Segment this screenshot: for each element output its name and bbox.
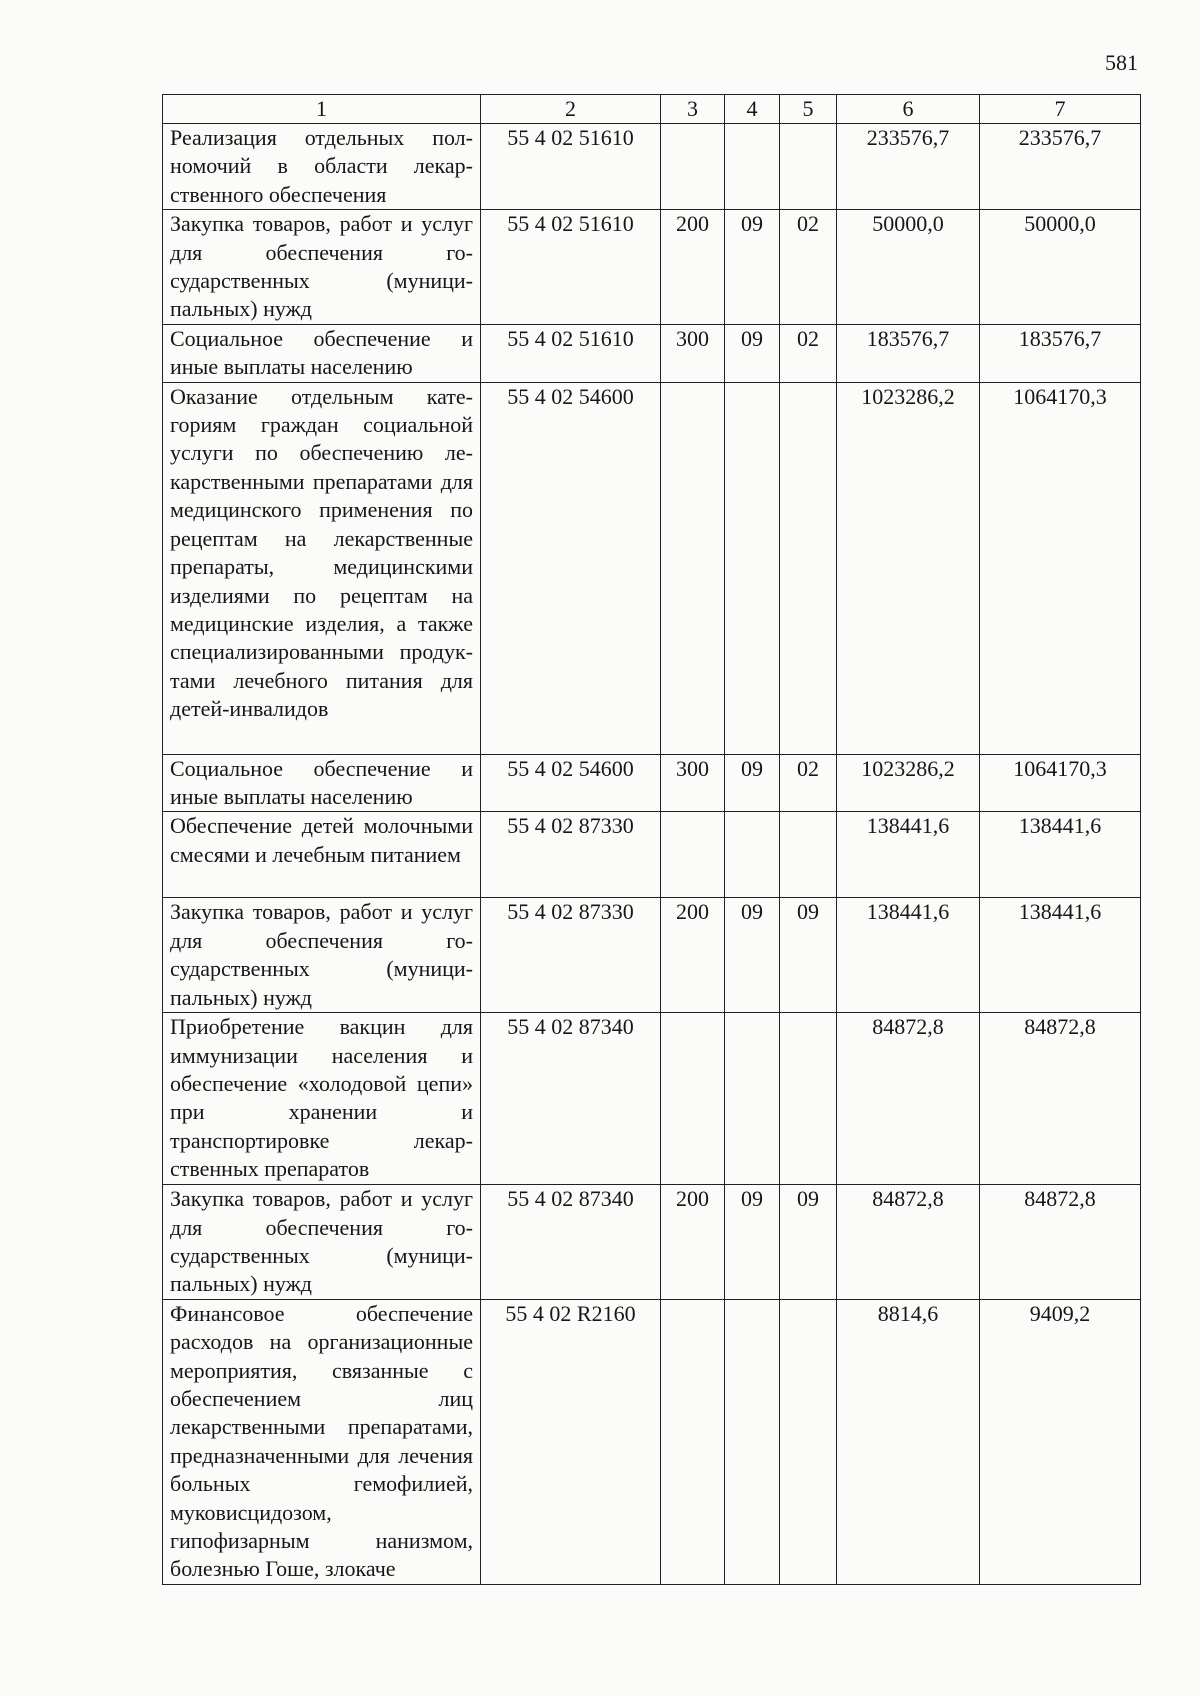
row-description: Обеспечение детей молочными смесями и лечебным питанием <box>163 812 481 898</box>
subsection-code <box>780 124 837 210</box>
section-code: 09 <box>725 1185 780 1300</box>
expense-type-code: 300 <box>661 754 725 812</box>
column-header: 7 <box>980 95 1141 124</box>
expense-type-code: 200 <box>661 898 725 1013</box>
subsection-code: 02 <box>780 754 837 812</box>
section-code <box>725 812 780 898</box>
amount-column-7: 84872,8 <box>980 1185 1141 1300</box>
subsection-code <box>780 382 837 754</box>
expense-type-code <box>661 812 725 898</box>
section-code <box>725 1013 780 1185</box>
page-number: 581 <box>1105 50 1138 75</box>
expense-type-code: 200 <box>661 210 725 325</box>
table-row <box>163 754 1141 812</box>
amount-column-7: 1064170,3 <box>980 754 1141 812</box>
subsection-code: 09 <box>780 898 837 1013</box>
amount-column-7: 138441,6 <box>980 898 1141 1013</box>
subsection-code: 02 <box>780 324 837 382</box>
section-code: 09 <box>725 210 780 325</box>
amount-column-7: 50000,0 <box>980 210 1141 325</box>
expense-type-code <box>661 382 725 754</box>
subsection-code <box>780 1299 837 1584</box>
budget-code: 55 4 02 87330 <box>481 898 661 1013</box>
expense-type-code <box>661 1013 725 1185</box>
budget-code: 55 4 02 54600 <box>481 382 661 754</box>
row-description: Социальное обеспечение и иные выплаты населению <box>163 754 481 812</box>
budget-code: 55 4 02 54600 <box>481 754 661 812</box>
table-row <box>163 1013 1141 1185</box>
section-code <box>725 1299 780 1584</box>
amount-column-6: 138441,6 <box>837 898 980 1013</box>
amount-column-6: 1023286,2 <box>837 754 980 812</box>
row-description: Социальное обеспечение и иные выплаты населению <box>163 324 481 382</box>
column-header: 3 <box>661 95 725 124</box>
expense-type-code: 200 <box>661 1185 725 1300</box>
amount-column-6: 84872,8 <box>837 1013 980 1185</box>
row-description: Реализация отдельных полномочий в области лекарственного обеспечения <box>163 124 481 210</box>
amount-column-7: 9409,2 <box>980 1299 1141 1584</box>
budget-code: 55 4 02 51610 <box>481 210 661 325</box>
amount-column-7: 138441,6 <box>980 812 1141 898</box>
amount-column-6: 84872,8 <box>837 1185 980 1300</box>
amount-column-6: 1023286,2 <box>837 382 980 754</box>
expense-type-code <box>661 1299 725 1584</box>
budget-table <box>162 94 1141 1585</box>
amount-column-7: 183576,7 <box>980 324 1141 382</box>
budget-code: 55 4 02 87330 <box>481 812 661 898</box>
table-row <box>163 898 1141 1013</box>
amount-column-6: 233576,7 <box>837 124 980 210</box>
budget-code: 55 4 02 R2160 <box>481 1299 661 1584</box>
subsection-code: 09 <box>780 1185 837 1300</box>
table-body <box>163 124 1141 1585</box>
row-description: Закупка товаров, работ и услуг для обеспечения государственных (муниципальных) нужд <box>163 898 481 1013</box>
budget-code: 55 4 02 51610 <box>481 324 661 382</box>
table-row <box>163 124 1141 210</box>
subsection-code: 02 <box>780 210 837 325</box>
row-description: Финансовое обеспечение расходов на организационные мероприятия, связанные с обеспечением лиц лекарственными препаратами, предназначенными для лечения больных гемофилией, муковисцидозом, гипофизарным нанизмом, болезнью Гоше, злокаче <box>163 1299 481 1584</box>
section-code <box>725 124 780 210</box>
amount-column-7: 233576,7 <box>980 124 1141 210</box>
subsection-code <box>780 1013 837 1185</box>
row-description: Закупка товаров, работ и услуг для обеспечения государственных (муниципальных) нужд <box>163 210 481 325</box>
expense-type-code <box>661 124 725 210</box>
table-row <box>163 210 1141 325</box>
table-row <box>163 324 1141 382</box>
section-code <box>725 382 780 754</box>
budget-code: 55 4 02 87340 <box>481 1013 661 1185</box>
expense-type-code: 300 <box>661 324 725 382</box>
section-code: 09 <box>725 324 780 382</box>
table-row <box>163 1299 1141 1584</box>
table-row <box>163 1185 1141 1300</box>
section-code: 09 <box>725 898 780 1013</box>
header-row <box>163 95 1141 124</box>
column-header: 2 <box>481 95 661 124</box>
column-header: 1 <box>163 95 481 124</box>
row-description: Приобретение вакцин для иммунизации населения и обеспечение «холодовой цепи» при хранении и транспортировке лекарственных препаратов <box>163 1013 481 1185</box>
amount-column-7: 84872,8 <box>980 1013 1141 1185</box>
budget-code: 55 4 02 87340 <box>481 1185 661 1300</box>
column-header: 4 <box>725 95 780 124</box>
column-header: 6 <box>837 95 980 124</box>
amount-column-6: 183576,7 <box>837 324 980 382</box>
budget-code: 55 4 02 51610 <box>481 124 661 210</box>
row-description: Закупка товаров, работ и услуг для обеспечения государственных (муниципальных) нужд <box>163 1185 481 1300</box>
amount-column-6: 138441,6 <box>837 812 980 898</box>
amount-column-6: 50000,0 <box>837 210 980 325</box>
column-header: 5 <box>780 95 837 124</box>
amount-column-7: 1064170,3 <box>980 382 1141 754</box>
table-row <box>163 382 1141 754</box>
table-row <box>163 812 1141 898</box>
section-code: 09 <box>725 754 780 812</box>
subsection-code <box>780 812 837 898</box>
amount-column-6: 8814,6 <box>837 1299 980 1584</box>
row-description: Оказание отдельным категориям граждан социальной услуги по обеспечению лекарственными препаратами для медицинского применения по рецептам на лекарственные препараты, медицинскими изделиями по рецептам на медицинские изделия, а также специализированными продуктами лечебного питания для детей-инвалидов <box>163 382 481 754</box>
